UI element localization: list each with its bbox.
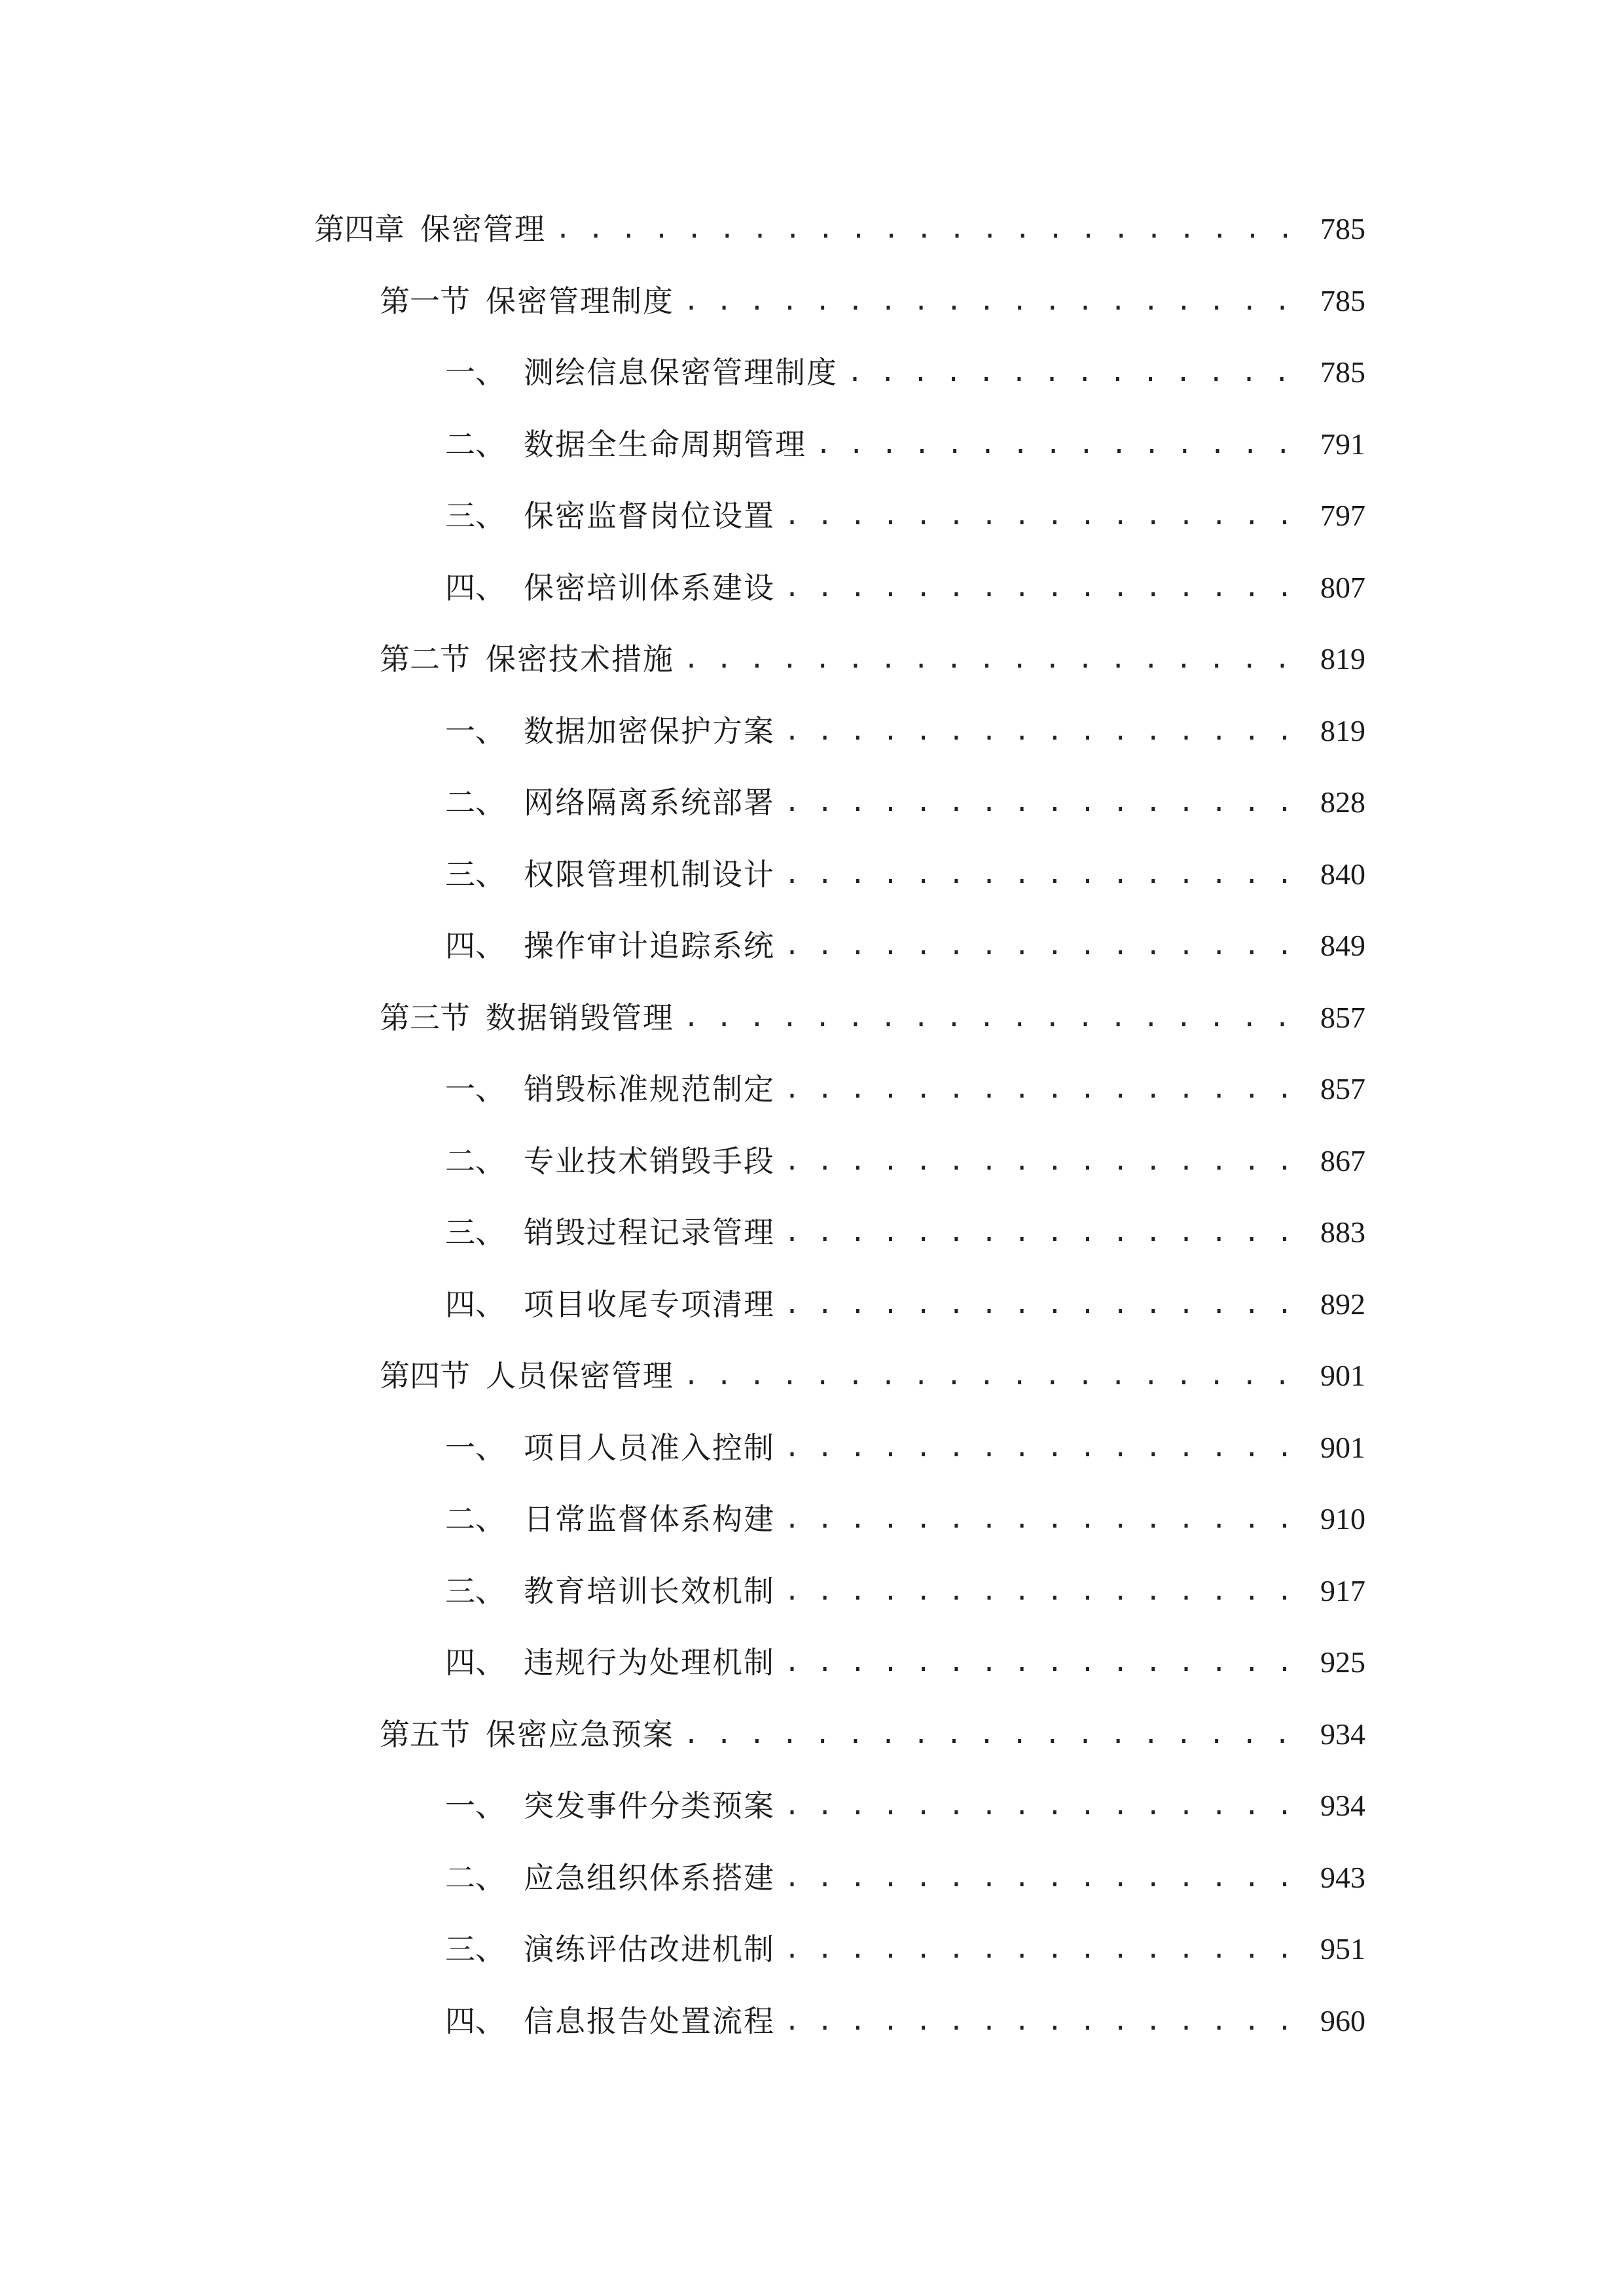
toc-entry-title: 应急组织体系搭建 <box>524 1859 775 1895</box>
toc-entry-number: 一、 <box>445 1429 505 1465</box>
toc-dot-leader <box>784 1135 1296 1187</box>
toc-page-number: 849 <box>1320 929 1365 962</box>
toc-entry-title: 保密应急预案 <box>486 1716 674 1752</box>
toc-entry-title: 测绘信息保密管理制度 <box>524 355 838 390</box>
toc-subsection-entry[interactable] <box>445 1135 1365 1187</box>
toc-page-number: 791 <box>1320 427 1365 461</box>
toc-entry-number: 第五节 <box>380 1716 470 1752</box>
toc-entry-number: 第四章 <box>314 211 405 247</box>
toc-page-number: 901 <box>1320 1430 1365 1464</box>
toc-subsection-entry[interactable] <box>445 1493 1365 1545</box>
toc-entry-number: 四、 <box>445 1286 505 1322</box>
toc-dot-leader <box>683 1350 1296 1402</box>
toc-entry-number: 一、 <box>445 355 505 390</box>
toc-dot-leader <box>784 1780 1296 1832</box>
toc-dot-leader <box>784 1493 1296 1545</box>
toc-section-entry[interactable] <box>380 1350 1365 1402</box>
toc-entry-number: 三、 <box>445 498 505 533</box>
toc-entry-title: 人员保密管理 <box>486 1358 674 1393</box>
toc-entry-title: 演练评估改进机制 <box>524 1931 775 1967</box>
toc-page-number: 867 <box>1320 1143 1365 1177</box>
toc-page-number: 819 <box>1320 713 1365 747</box>
toc-entry-number: 一、 <box>445 1071 505 1107</box>
toc-entry-number: 二、 <box>445 426 505 462</box>
toc-subsection-entry[interactable] <box>445 346 1365 399</box>
toc-subsection-entry[interactable] <box>445 490 1365 542</box>
toc-subsection-entry[interactable] <box>445 848 1365 901</box>
toc-dot-leader <box>784 776 1296 829</box>
toc-entry-title: 数据全生命周期管理 <box>524 426 806 462</box>
toc-entry-title: 突发事件分类预案 <box>524 1788 775 1823</box>
toc-dot-leader <box>555 203 1296 255</box>
toc-page-number: 917 <box>1320 1573 1365 1607</box>
toc-entry-number: 四、 <box>445 928 505 963</box>
toc-dot-leader <box>784 1565 1296 1617</box>
toc-section-entry[interactable] <box>380 633 1365 685</box>
toc-subsection-entry[interactable] <box>445 1923 1365 1975</box>
toc-entry-number: 四、 <box>445 569 505 605</box>
toc-entry-number: 第三节 <box>380 999 470 1035</box>
toc-dot-leader <box>683 275 1296 327</box>
toc-dot-leader <box>784 848 1296 901</box>
toc-section-entry[interactable] <box>380 1708 1365 1761</box>
toc-page-number: 910 <box>1320 1502 1365 1535</box>
toc-entry-title: 日常监督体系构建 <box>524 1501 775 1537</box>
toc-page-number: 819 <box>1320 642 1365 675</box>
toc-entry-title: 保密管理 <box>420 211 546 247</box>
toc-subsection-entry[interactable] <box>445 776 1365 829</box>
toc-entry-number: 四、 <box>445 1645 505 1680</box>
toc-entry-number: 四、 <box>445 2003 505 2039</box>
toc-dot-leader <box>683 633 1296 685</box>
toc-entry-title: 网络隔离系统部署 <box>524 785 775 820</box>
toc-page-number: 807 <box>1320 570 1365 604</box>
toc-entry-number: 第一节 <box>380 283 470 319</box>
toc-dot-leader <box>784 705 1296 757</box>
toc-section-entry[interactable] <box>380 275 1365 327</box>
toc-dot-leader <box>784 1923 1296 1975</box>
toc-entry-title: 操作审计追踪系统 <box>524 928 775 963</box>
toc-subsection-entry[interactable] <box>445 1422 1365 1474</box>
toc-page-number: 857 <box>1320 1072 1365 1105</box>
toc-dot-leader <box>683 992 1296 1044</box>
toc-subsection-entry[interactable] <box>445 562 1365 614</box>
toc-entry-title: 专业技术销毁手段 <box>524 1143 775 1179</box>
toc-entry-title: 保密培训体系建设 <box>524 569 775 605</box>
toc-entry-number: 二、 <box>445 785 505 820</box>
toc-page-number: 951 <box>1320 1932 1365 1965</box>
toc-dot-leader <box>784 1278 1296 1331</box>
toc-subsection-entry[interactable] <box>445 1852 1365 1904</box>
toc-page-number: 934 <box>1320 1789 1365 1822</box>
toc-page-number: 785 <box>1320 355 1365 389</box>
toc-page-number: 828 <box>1320 785 1365 819</box>
toc-subsection-entry[interactable] <box>445 1780 1365 1832</box>
toc-page-number: 892 <box>1320 1287 1365 1321</box>
toc-entry-number: 三、 <box>445 1215 505 1250</box>
toc-entry-number: 第二节 <box>380 641 470 677</box>
toc-entry-title: 销毁过程记录管理 <box>524 1215 775 1250</box>
toc-dot-leader <box>784 490 1296 542</box>
toc-entry-title: 保密管理制度 <box>486 283 674 319</box>
toc-dot-leader <box>784 920 1296 972</box>
toc-page-number: 797 <box>1320 499 1365 532</box>
toc-dot-leader <box>816 418 1296 471</box>
toc-entry-number: 三、 <box>445 1573 505 1609</box>
toc-subsection-entry[interactable] <box>445 1278 1365 1331</box>
toc-subsection-entry[interactable] <box>445 1565 1365 1617</box>
toc-entry-title: 保密监督岗位设置 <box>524 498 775 533</box>
toc-page-number: 840 <box>1320 857 1365 891</box>
toc-dot-leader <box>847 346 1296 399</box>
toc-entry-title: 教育培训长效机制 <box>524 1573 775 1609</box>
toc-dot-leader <box>784 562 1296 614</box>
toc-subsection-entry[interactable] <box>445 1995 1365 2047</box>
toc-dot-leader <box>784 1422 1296 1474</box>
toc-subsection-entry[interactable] <box>445 1206 1365 1259</box>
toc-page-number: 960 <box>1320 2003 1365 2037</box>
toc-page-number: 934 <box>1320 1717 1365 1751</box>
toc-dot-leader <box>784 1206 1296 1259</box>
toc-entry-number: 二、 <box>445 1501 505 1537</box>
toc-page-number: 785 <box>1320 212 1365 245</box>
toc-page-number: 901 <box>1320 1359 1365 1392</box>
toc-dot-leader <box>784 1063 1296 1115</box>
toc-subsection-entry[interactable] <box>445 920 1365 972</box>
toc-page-number: 943 <box>1320 1860 1365 1894</box>
toc-entry-title: 违规行为处理机制 <box>524 1645 775 1680</box>
toc-entry-title: 保密技术措施 <box>486 641 674 677</box>
toc-page-number: 925 <box>1320 1645 1365 1679</box>
toc-entry-title: 项目人员准入控制 <box>524 1429 775 1465</box>
toc-subsection-entry[interactable] <box>445 705 1365 757</box>
toc-entry-title: 数据加密保护方案 <box>524 713 775 749</box>
toc-entry-title: 数据销毁管理 <box>486 999 674 1035</box>
toc-section-entry[interactable] <box>380 992 1365 1044</box>
toc-entry-number: 二、 <box>445 1859 505 1895</box>
toc-dot-leader <box>784 1995 1296 2047</box>
toc-entry-number: 第四节 <box>380 1358 470 1393</box>
toc-dot-leader <box>784 1852 1296 1904</box>
toc-entry-title: 项目收尾专项清理 <box>524 1286 775 1322</box>
toc-entry-title: 信息报告处置流程 <box>524 2003 775 2039</box>
toc-chapter-entry[interactable] <box>314 203 1365 255</box>
toc-subsection-entry[interactable] <box>445 418 1365 471</box>
toc-subsection-entry[interactable] <box>445 1063 1365 1115</box>
toc-entry-number: 一、 <box>445 1788 505 1823</box>
toc-entry-number: 一、 <box>445 713 505 749</box>
toc-entry-title: 销毁标准规范制定 <box>524 1071 775 1107</box>
toc-entry-number: 二、 <box>445 1143 505 1179</box>
toc-page-number: 857 <box>1320 1000 1365 1034</box>
toc-entry-title: 权限管理机制设计 <box>524 856 775 892</box>
toc-page-number: 785 <box>1320 283 1365 317</box>
toc-entry-number: 三、 <box>445 856 505 892</box>
toc-dot-leader <box>784 1636 1296 1689</box>
toc-dot-leader <box>683 1708 1296 1761</box>
toc-entry-number: 三、 <box>445 1931 505 1967</box>
toc-subsection-entry[interactable] <box>445 1636 1365 1689</box>
toc-page-number: 883 <box>1320 1215 1365 1249</box>
